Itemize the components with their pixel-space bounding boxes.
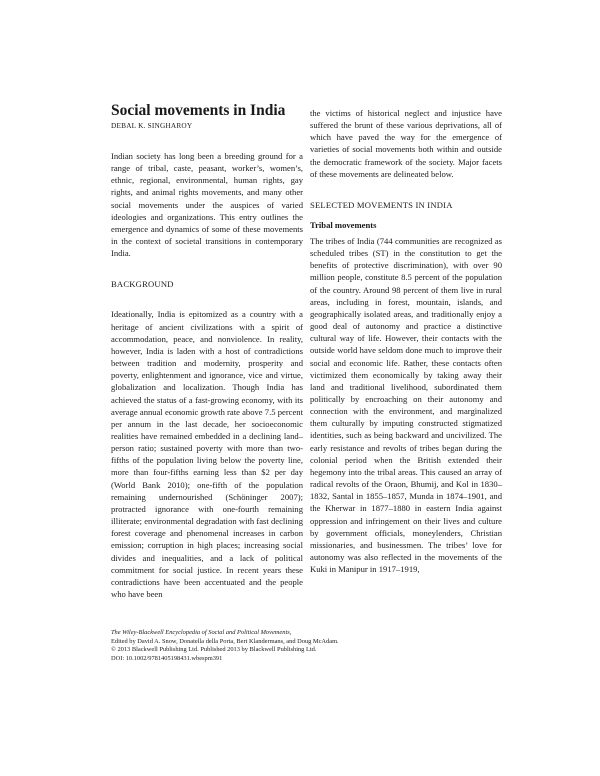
right-column bbox=[310, 107, 502, 575]
background-heading: BACKGROUND bbox=[111, 279, 174, 290]
footer-editors: Edited by David A. Snow, Donatella della Porta, Bert Klandermans, and Doug McAdam. bbox=[111, 637, 339, 645]
left-column bbox=[111, 102, 303, 600]
tribal-paragraph: The tribes of India (744 communities are recognized as scheduled tribes (ST) in the constitution to get the benefits of protective discrimination), with over 90 million people, constitute 8.5 percent of the population of the country. Around 98 percent of them live in rural areas, including in forest, mountain, islands, and geographically isolated areas, and traditionally enjoy a good deal of autonomy and practice a distinctive cultural way of life. However, their contacts with the outside world have seldom done much to improve their social and economic life. Rather, these contacts often victimized them economically by taking away their land and traditional livelihood, subordinated them politically by encroaching on their autonomy and connection with the environment, and marginalized them culturally by imputing constructed stigmatized identities, such as being backward and uncivilized. The early resistance and revolts of tribes began during the colonial period when the British extended their hegemony into the tribal areas. This caused an array of radical revolts of the Oraon, Bhumij, and Kol in 1830–1832, Santal in 1855–1857, Munda in 1874–1901, and the Kherwar in 1877–1880 in eastern India against oppression and infringement on their lives and culture by government officials, moneylenders, Christian missionaries, and businessmen. The tribes’ love for autonomy was also reflected in the movements of the Kuki in Manipur in 1917–1919, bbox=[310, 235, 502, 575]
background-paragraph: Ideationally, India is epitomized as a country with a heritage of ancient civilizations with a spirit of accommodation, peace, and nonviolence. In reality, however, India is laden with a host of contradictions between tradition and modernity, prosperity and poverty, enlightenment and ignorance, vice and virtue, globalization and localization. Though India has achieved the status of a fast-growing economy, with its average annual economic growth rate above 7.5 percent per annum in the last decade, her socioeconomic realities have remained embedded in a declining land–person ratio; sustained poverty with more than two-fifths of the population living below the poverty line, more than four-fifths earning less than $2 per day (World Bank 2010); one-fifth of the population remaining undernourished (Schöninger 2007); protracted ignorance with one-fourth remaining illiterate; environmental degradation with fast declining forest coverage and phenomenal increases in carbon emission; corruption in high places; increasing social divides and inequalities, and a lack of political commitment for social justice. In recent years these contradictions have been accentuated and the people who have been bbox=[111, 309, 303, 599]
intro-paragraph: Indian society has long been a breeding ground for a range of tribal, caste, peasant, worker’s, women’s, ethnic, regional, environmental, human rights, gay rights, and animal rights movements, and many other social movements under the auspices of varied ideologies and organizations. This entry outlines the emergence and dynamics of some of these movements in the context of societal transitions in contemporary India. bbox=[111, 151, 303, 259]
footer-copyright: © 2013 Blackwell Publishing Ltd. Published 2013 by Blackwell Publishing Ltd. bbox=[111, 646, 317, 654]
footer-publication: The Wiley-Blackwell Encyclopedia of Social and Political Movements, bbox=[111, 629, 292, 636]
footer-doi: DOI: 10.1002/9781405198431.wbespm391 bbox=[111, 654, 223, 662]
citation-footer bbox=[111, 629, 491, 663]
continued-paragraph: the victims of historical neglect and injustice have suffered the brunt of these various deprivations, all of which have paved the way for the emergence of varieties of social movements both within and outside the democratic framework of the society. Major facets of these movements are delineated below. bbox=[310, 108, 502, 179]
selected-movements-heading: SELECTED MOVEMENTS IN INDIA bbox=[310, 199, 453, 210]
article-author: DEBAL K. SINGHAROY bbox=[111, 121, 193, 130]
tribal-movements-heading: Tribal movements bbox=[310, 219, 377, 230]
article-title: Social movements in India bbox=[111, 102, 286, 119]
